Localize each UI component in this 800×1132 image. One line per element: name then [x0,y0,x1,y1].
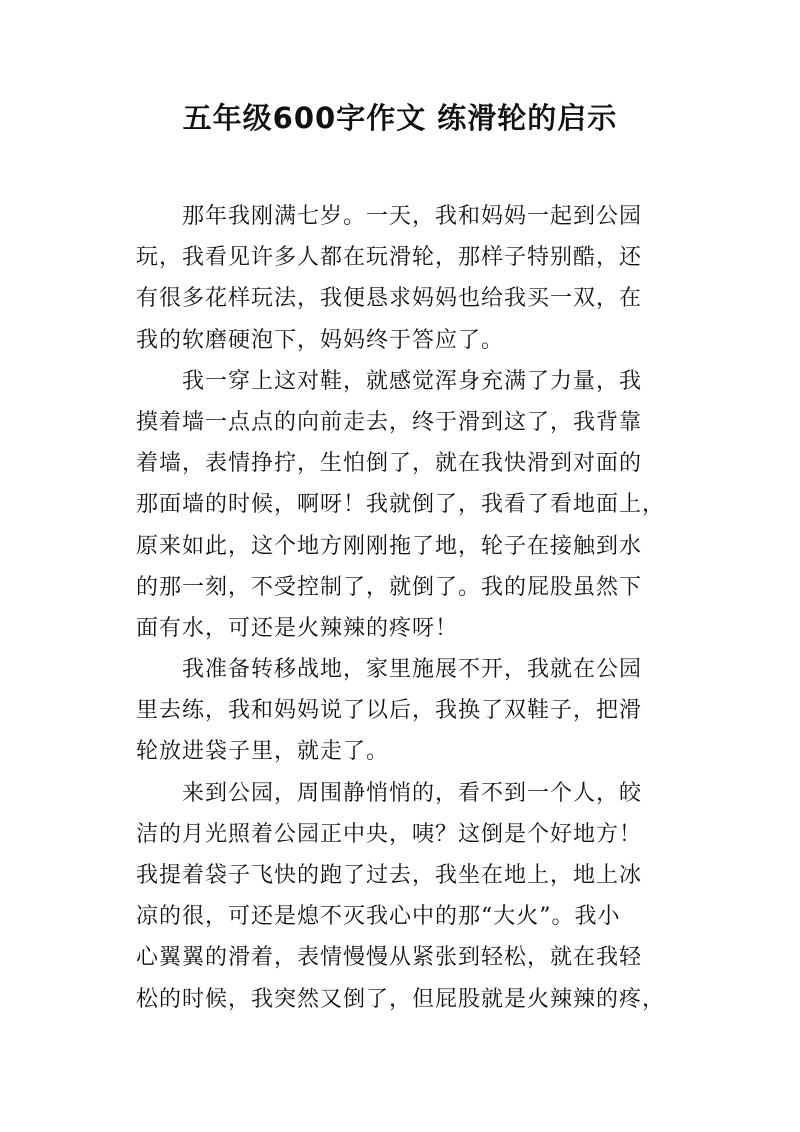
text-line: 摸着墙一点点的向前走去，终于滑到这了，我背靠 [136,409,643,435]
text-line: 洁的月光照着公园正中央，咦？这倒是个好地方！ [136,821,643,847]
text-line: 我一穿上这对鞋，就感觉浑身充满了力量，我 [182,368,643,394]
text-line: 轮放进袋子里，就走了。 [136,739,390,765]
text-line: 玩，我看见许多人都在玩滑轮，那样子特别酷，还 [136,245,643,271]
text-line: 我的软磨硬泡下，妈妈终于答应了。 [136,327,505,353]
text-line: 我准备转移战地，家里施展不开，我就在公园 [182,657,643,683]
text-line: 原来如此，这个地方刚刚拖了地，轮子在接触到水 [136,533,643,559]
paragraph-2 [136,361,676,649]
text-line: 心翼翼的滑着，表情慢慢从紧张到轻松，就在我轻 [136,945,643,971]
essay-body [136,196,676,1020]
paragraph-4 [136,773,676,1020]
text-line: 里去练，我和妈妈说了以后，我换了双鞋子，把滑 [136,698,643,724]
text-line: 来到公园，周围静悄悄的，看不到一个人，皎 [182,780,643,806]
document-title: 五年级600字作文 练滑轮的启示 [182,101,618,135]
paragraph-3 [136,649,676,773]
text-line: 凉的很，可还是熄不灭我心中的那“大火”。我小 [136,904,621,930]
text-line: 有很多花样玩法，我便恳求妈妈也给我买一双，在 [136,286,643,312]
text-line: 面有水，可还是火辣辣的疼呀！ [136,615,459,641]
text-line: 的那一刻，不受控制了，就倒了。我的屁股虽然下 [136,574,643,600]
text-line: 松的时候，我突然又倒了，但屁股就是火辣辣的疼， [136,986,666,1012]
paragraph-1 [136,196,676,361]
text-line: 我提着袋子飞快的跑了过去，我坐在地上，地上冰 [136,863,643,888]
text-line: 着墙，表情挣拧，生怕倒了，就在我快滑到对面的 [136,451,643,477]
text-line: 那年我刚满七岁。一天，我和妈妈一起到公园 [182,204,643,229]
text-line: 那面墙的时候，啊呀！我就倒了，我看了看地面上， [136,492,666,518]
